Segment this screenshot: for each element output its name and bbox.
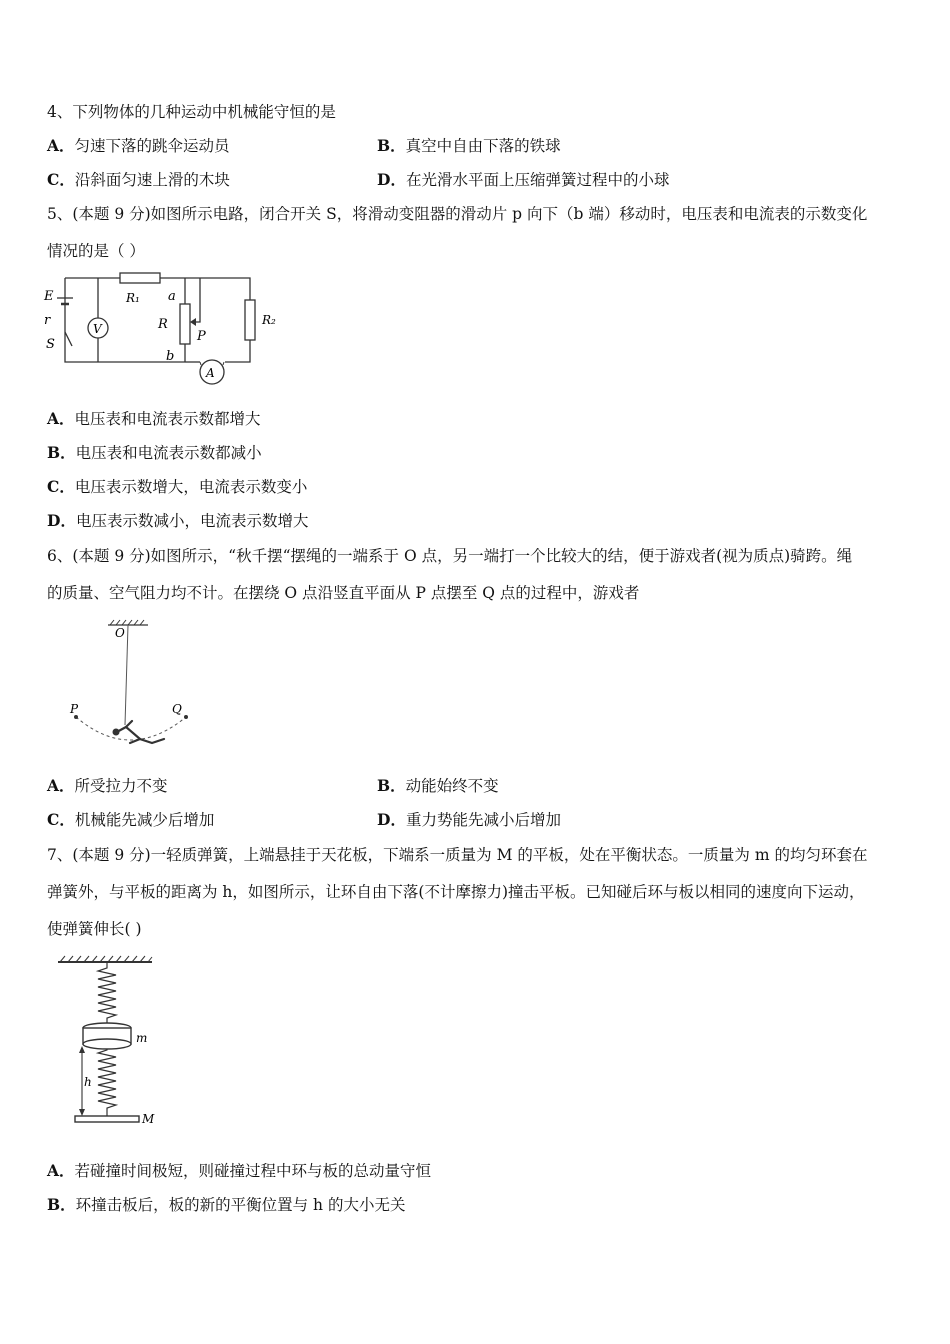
q6-option-a: A．所受拉力不变 <box>47 776 168 795</box>
label-Q: Q <box>172 702 182 716</box>
q5-option-c: C．电压表示数增大，电流表示数变小 <box>47 477 308 496</box>
label-R2: R₂ <box>262 313 276 327</box>
q6-option-d: D．重力势能先减小后增加 <box>377 810 561 829</box>
q5-option-a: A．电压表和电流表示数都增大 <box>47 409 261 428</box>
swing-diagram <box>60 615 210 765</box>
q4-stem: 4、下列物体的几种运动中机械能守恒的是 <box>47 103 336 121</box>
q6-stem-line2: 的质量、空气阻力均不计。在摆绕 O 点沿竖直平面从 P 点摆至 Q 点的过程中，游戏者 <box>47 584 640 602</box>
label-h: h <box>84 1075 92 1089</box>
q5-option-b: B．电压表和电流表示数都减小 <box>47 443 262 462</box>
label-E: E <box>44 289 54 304</box>
label-P: P <box>197 329 206 344</box>
q4-option-a: A．匀速下落的跳伞运动员 <box>47 136 230 155</box>
label-r: r <box>44 313 51 328</box>
label-O: O <box>115 626 125 640</box>
player-figure <box>115 721 164 743</box>
spring-diagram <box>50 950 170 1130</box>
ammeter-label: A <box>206 366 215 380</box>
q7-stem-line3: 使弹簧伸长( ) <box>47 920 142 938</box>
voltmeter-label: V <box>93 322 102 336</box>
q4-option-c: C．沿斜面匀速上滑的木块 <box>47 170 230 189</box>
q4-option-d: D．在光滑水平面上压缩弹簧过程中的小球 <box>377 170 670 189</box>
label-M: M <box>142 1112 155 1126</box>
q6-stem-line1: 6、(本题 9 分)如图所示，“秋千摆“摆绳的一端系于 O 点，另一端打一个比较大的结，便于游戏者(视为质点)骑跨。绳 <box>47 547 853 565</box>
label-m: m <box>136 1031 148 1045</box>
circuit-diagram <box>40 270 280 390</box>
q5-option-d: D．电压表示数减小，电流表示数增大 <box>47 511 309 530</box>
q7-stem-line2: 弹簧外，与平板的距离为 h，如图所示，让环自由下落(不计摩擦力)撞击平板。已知碰后环与板以相同的速度向下运动， <box>47 883 865 901</box>
q7-stem-line1: 7、(本题 9 分)一轻质弹簧，上端悬挂于天花板，下端系一质量为 M 的平板，处在平衡状态。一质量为 m 的均匀环套在 <box>47 846 868 864</box>
q6-option-b: B．动能始终不变 <box>377 776 499 795</box>
q6-option-c: C．机械能先减少后增加 <box>47 810 215 829</box>
q7-option-a: A．若碰撞时间极短，则碰撞过程中环与板的总动量守恒 <box>47 1161 432 1180</box>
label-S: S <box>46 337 55 352</box>
label-R: R <box>158 317 168 332</box>
q5-stem-line2: 情况的是（ ） <box>47 242 145 260</box>
q4-option-b: B．真空中自由下落的铁球 <box>377 136 561 155</box>
label-R1: R₁ <box>126 291 140 305</box>
q5-stem-line1: 5、(本题 9 分)如图所示电路，闭合开关 S，将滑动变阻器的滑动片 p 向下（b 端）移动时，电压表和电流表的示数变化 <box>47 205 868 223</box>
q7-option-b: B．环撞击板后，板的新的平衡位置与 h 的大小无关 <box>47 1195 406 1214</box>
label-b: b <box>166 349 175 364</box>
label-P: P <box>70 702 79 716</box>
label-a: a <box>168 289 176 304</box>
